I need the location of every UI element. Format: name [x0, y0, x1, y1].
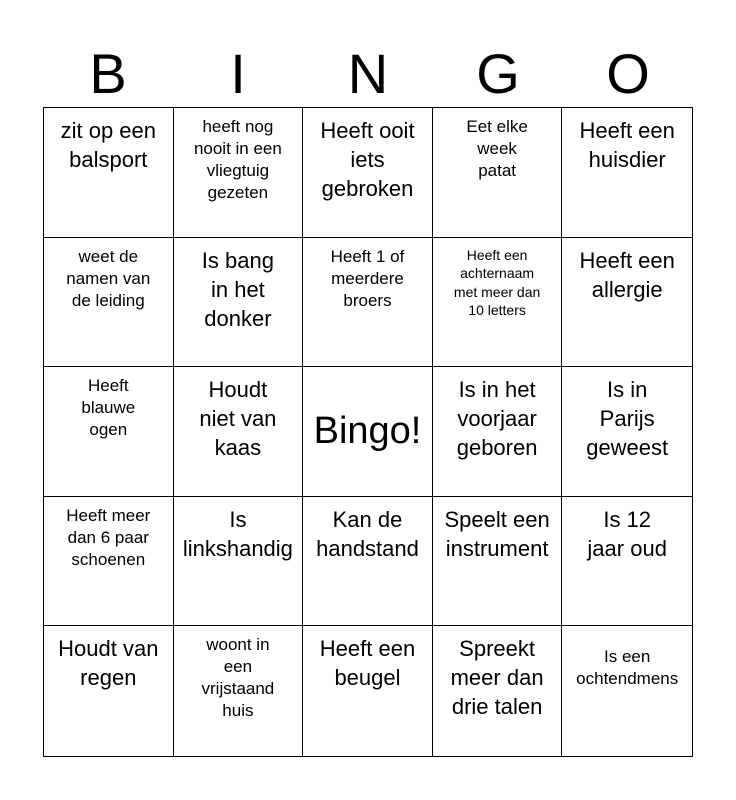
bingo-cell-r3c5[interactable]: [562, 367, 692, 497]
bingo-cell-r5c5[interactable]: [562, 626, 692, 756]
bingo-cell-r2c5[interactable]: [562, 238, 692, 368]
cell-label: Heeft ooit iets gebroken: [320, 118, 415, 201]
cell-label: Is linkshandig: [182, 506, 293, 561]
bingo-cell-r4c1[interactable]: [44, 497, 174, 627]
header-letter-g: G: [476, 42, 520, 105]
cell-label: woont in een vrijstaand huis: [201, 635, 275, 721]
cell-label: Heeft een allergie: [579, 247, 675, 302]
bingo-cell-r1c5[interactable]: [562, 108, 692, 238]
cell-label: Heeft een huisdier: [579, 118, 675, 172]
bingo-cell-r2c3[interactable]: [303, 238, 433, 368]
cell-label: Heeft blauwe ogen: [81, 376, 136, 440]
cell-label: Spreekt meer dan drie talen: [450, 636, 544, 720]
bingo-cell-r4c3[interactable]: [303, 497, 433, 627]
bingo-cell-r1c1[interactable]: [44, 108, 174, 238]
cell-label: zit op een balsport: [60, 118, 156, 172]
cell-label: Heeft een beugel: [319, 636, 416, 691]
bingo-board: [43, 107, 693, 757]
bingo-cell-r1c2[interactable]: [174, 108, 304, 238]
header-letter-i: I: [230, 42, 246, 105]
bingo-cell-r5c1[interactable]: [44, 626, 174, 756]
bingo-cell-r5c4[interactable]: [433, 626, 563, 756]
cell-label: Is bang in het donker: [201, 247, 274, 331]
cell-label: Heeft 1 of meerdere broers: [330, 246, 405, 310]
cell-label: Kan de handstand: [316, 506, 419, 561]
cell-label: Houdt van regen: [58, 636, 159, 691]
bingo-cell-r5c3[interactable]: [303, 626, 433, 756]
cell-label: Is in het voorjaar geboren: [456, 377, 538, 461]
free-space-label: Bingo!: [313, 410, 422, 453]
bingo-cell-r1c3[interactable]: [303, 108, 433, 238]
bingo-header: [43, 40, 693, 108]
bingo-cell-r1c4[interactable]: [433, 108, 563, 238]
cell-label: Speelt een instrument: [444, 506, 550, 561]
header-letter-n: N: [347, 42, 389, 105]
cell-label: weet de namen van de leiding: [66, 246, 151, 310]
bingo-cell-r4c5[interactable]: [562, 497, 692, 627]
bingo-cell-r5c2[interactable]: [174, 626, 304, 756]
header-letter-b: B: [89, 42, 127, 105]
bingo-cell-r3c4[interactable]: [433, 367, 563, 497]
bingo-cell-r3c1[interactable]: [44, 367, 174, 497]
cell-label: Houdt niet van kaas: [199, 377, 277, 461]
cell-label: heeft nog nooit in een vliegtuig gezeten: [193, 117, 282, 202]
cell-label: Is in Parijs geweest: [586, 377, 669, 461]
cell-label: Is een ochtendmens: [576, 647, 679, 689]
cell-label: Is 12 jaar oud: [587, 506, 667, 561]
bingo-cell-r2c4[interactable]: [433, 238, 563, 368]
bingo-cell-r2c1[interactable]: [44, 238, 174, 368]
bingo-cell-r4c4[interactable]: [433, 497, 563, 627]
bingo-cell-free[interactable]: [303, 367, 433, 497]
cell-label: Heeft een achternaam met meer dan 10 letters: [453, 246, 541, 319]
bingo-cell-r2c2[interactable]: [174, 238, 304, 368]
header-letter-o: O: [606, 42, 650, 105]
cell-label: Heeft meer dan 6 paar schoenen: [66, 505, 151, 569]
bingo-cell-r4c2[interactable]: [174, 497, 304, 627]
bingo-cell-r3c2[interactable]: [174, 367, 304, 497]
cell-label: Eet elke week patat: [466, 117, 528, 180]
